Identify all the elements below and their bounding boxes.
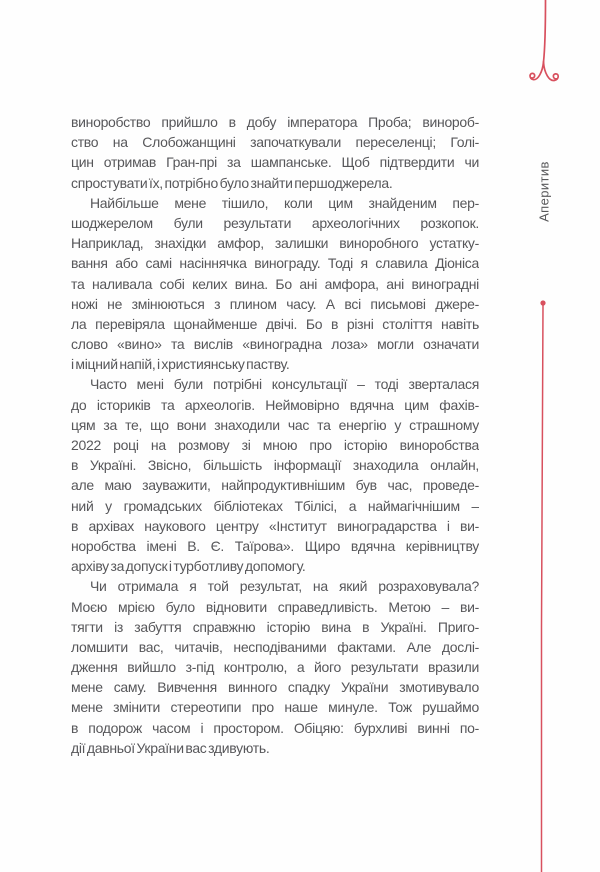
vine-tendril-ornament — [526, 0, 564, 96]
text-line: мене змінити стереотипи про наше минуле. Тож рушаймо — [71, 699, 479, 716]
text-line: цин отримав Гран-прі за шампанське. Щоб підтвердити чи — [71, 154, 479, 171]
text-line: Часто мені були потрібні консультації – тоді зверталася — [90, 376, 479, 393]
text-line: дження вийшло з-під контролю, а його результати вразили — [71, 659, 479, 676]
text-line: та наливала собі келих вина. Бо ані амфора, ані виноградні — [71, 275, 479, 292]
text-line: архіву за допуск і турботливу допомогу. — [71, 558, 306, 575]
text-line: ний у громадських бібліотеках Тбілісі, а наймагічнішим – — [71, 497, 479, 514]
text-line: Чи отримала я той результат, на який розраховувала? — [90, 578, 479, 595]
text-line: шоджерелом були результати археологічних розкопок. — [71, 214, 479, 231]
margin-rule-line — [536, 298, 548, 872]
paragraph — [71, 576, 479, 758]
text-line: в подорож часом і простором. Обіцяю: бурхливі винні по- — [71, 719, 479, 736]
body-text — [71, 112, 479, 758]
text-line: але маю зауважити, найпродуктивнішим був час, проведе- — [71, 477, 479, 494]
margin-label-aperitif: Аперитив — [536, 161, 552, 222]
text-line: ство на Слобожанщині започаткували переселенці; Голі- — [71, 134, 479, 151]
text-line: Найбільше мене тішило, коли цим знайденим пер- — [90, 194, 479, 211]
text-line: тягти із забуття справжню історію вина в Україні. Приго- — [71, 618, 479, 635]
text-line: в Україні. Звісно, більшість інформації знаходила онлайн, — [71, 457, 479, 474]
text-line: виноробство прийшло в добу імператора Проба; винороб- — [71, 114, 479, 130]
text-line: і міцний напій, і християнську паству. — [71, 356, 290, 373]
text-line: слово «вино» та вислів «виноградна лоза» могли означати — [71, 336, 479, 353]
text-line: Наприклад, знахідки амфор, залишки виноробного устатку- — [71, 235, 479, 252]
text-line: 2022 році на розмову зі мною про історію виноробства — [71, 437, 479, 453]
paragraph — [71, 193, 479, 375]
paragraph — [71, 112, 479, 193]
text-line: дії давньої України вас здивують. — [71, 739, 270, 756]
paragraph — [71, 374, 479, 576]
text-line: цям за те, що вони знаходили час та енергію у страшному — [71, 416, 479, 433]
text-line: ножі не змінюються з плином часу. А всі письмові джере- — [71, 295, 479, 312]
text-line: спростувати їх, потрібно було знайти першоджерела. — [71, 174, 393, 191]
text-line: норобства імені В. Є. Таїрова». Щиро вдячна керівництву — [71, 537, 479, 554]
text-line: мене саму. Вивчення винного спадку України змотивувало — [71, 679, 479, 696]
text-line: ла перевіряла щонайменше двічі. Бо в різні століття навіть — [71, 315, 479, 332]
text-line: до істориків та археологів. Неймовірно вдячна цим фахів- — [71, 396, 479, 413]
text-line: вання або самі насіннячка винограду. Тоді я славила Діоніса — [71, 255, 479, 272]
text-line: Моєю мрією було відновити справедливість. Метою – ви- — [71, 598, 479, 615]
text-line: в архівах наукового центру «Інститут виноградарства і ви- — [71, 517, 479, 534]
text-line: ломшити вас, читачів, несподіваними фактами. Але дослі- — [71, 638, 479, 655]
